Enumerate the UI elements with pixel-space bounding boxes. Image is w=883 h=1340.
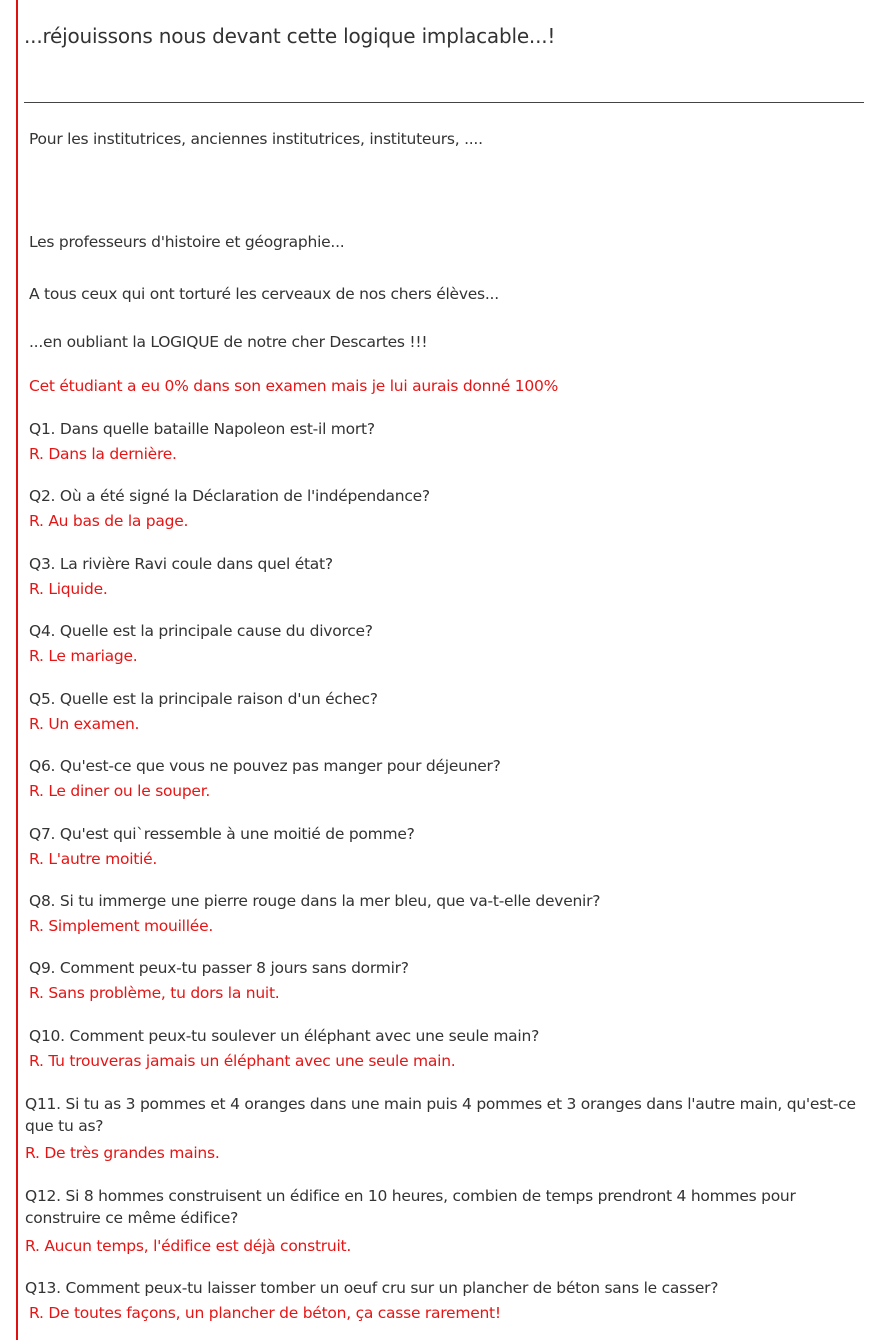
question-8: Q8. Si tu immerge une pierre rouge dans la mer bleu, que va-t-elle devenir? <box>29 892 601 910</box>
answer-1: R. Dans la dernière. <box>29 445 177 463</box>
answer-10: R. Tu trouveras jamais un éléphant avec une seule main. <box>29 1052 456 1070</box>
answer-12: R. Aucun temps, l'édifice est déjà construit. <box>25 1237 352 1255</box>
question-11: Q11. Si tu as 3 pommes et 4 oranges dans une main puis 4 pommes et 3 oranges dans l'autre main, qu'est-ce que tu as? <box>25 1095 856 1135</box>
question-1: Q1. Dans quelle bataille Napoleon est-il mort? <box>29 420 375 438</box>
answer-2: R. Au bas de la page. <box>29 512 189 530</box>
question-3: Q3. La rivière Ravi coule dans quel état? <box>29 555 333 573</box>
horizontal-divider <box>24 102 864 103</box>
intro-line-1: Pour les institutrices, anciennes institutrices, instituteurs, .... <box>29 130 483 148</box>
intro-line-3: A tous ceux qui ont torturé les cerveaux de nos chers élèves... <box>29 285 499 303</box>
answer-5: R. Un examen. <box>29 715 140 733</box>
answer-13: R. De toutes façons, un plancher de béton, ça casse rarement! <box>29 1304 501 1322</box>
question-12: Q12. Si 8 hommes construisent un édifice en 10 heures, combien de temps prendront 4 hommes pour construire ce même édifice? <box>25 1187 796 1227</box>
question-6: Q6. Qu'est-ce que vous ne pouvez pas manger pour déjeuner? <box>29 757 501 775</box>
answer-7: R. L'autre moitié. <box>29 850 158 868</box>
left-red-border <box>16 0 18 1340</box>
answer-6: R. Le diner ou le souper. <box>29 782 211 800</box>
question-13: Q13. Comment peux-tu laisser tomber un oeuf cru sur un plancher de béton sans le casser? <box>25 1279 719 1297</box>
intro-line-2: Les professeurs d'histoire et géographie... <box>29 233 345 251</box>
answer-11: R. De très grandes mains. <box>25 1144 220 1162</box>
question-10: Q10. Comment peux-tu soulever un éléphant avec une seule main? <box>29 1027 540 1045</box>
answer-9: R. Sans problème, tu dors la nuit. <box>29 984 280 1002</box>
answer-4: R. Le mariage. <box>29 647 138 665</box>
question-7: Q7. Qu'est qui`ressemble à une moitié de pomme? <box>29 825 415 843</box>
article-title: ...réjouissons nous devant cette logique implacable...! <box>24 24 556 48</box>
headline: Cet étudiant a eu 0% dans son examen mais je lui aurais donné 100% <box>29 377 559 395</box>
answer-3: R. Liquide. <box>29 580 108 598</box>
question-9: Q9. Comment peux-tu passer 8 jours sans dormir? <box>29 959 409 977</box>
intro-line-4: ...en oubliant la LOGIQUE de notre cher Descartes !!! <box>29 333 428 351</box>
question-4: Q4. Quelle est la principale cause du divorce? <box>29 622 373 640</box>
question-5: Q5. Quelle est la principale raison d'un échec? <box>29 690 378 708</box>
answer-8: R. Simplement mouillée. <box>29 917 214 935</box>
question-2: Q2. Où a été signé la Déclaration de l'indépendance? <box>29 487 430 505</box>
